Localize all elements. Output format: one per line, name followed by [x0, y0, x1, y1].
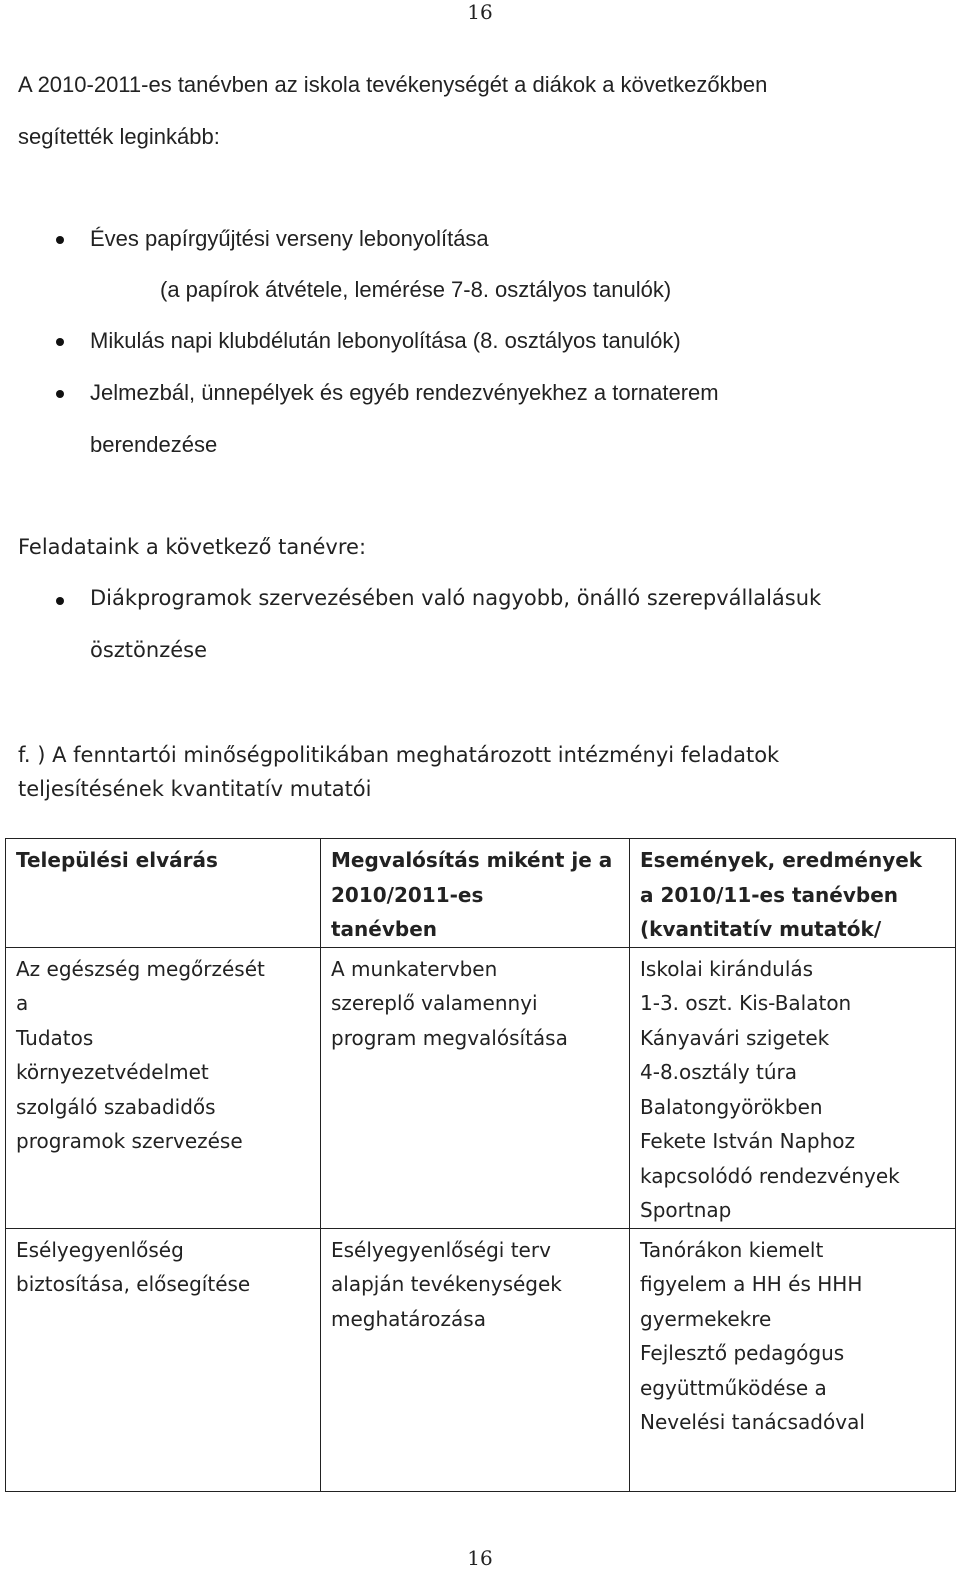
intro-line-2: segítették leginkább: [18, 124, 220, 149]
help-item-1-line-1: Éves papírgyűjtési verseny lebonyolítása [90, 226, 489, 251]
table-header-cell [6, 839, 321, 948]
bullet-icon [56, 338, 64, 346]
section-f-heading [18, 738, 918, 806]
section-f-line-1: f. ) A fenntartói minőségpolitikában meghatározott intézményi feladatok [18, 743, 780, 767]
cell-line: a [16, 991, 29, 1015]
header-line: tanévben [331, 917, 438, 941]
section-f-line-2: teljesítésének kvantitatív mutatói [18, 777, 372, 801]
cell-line: 1-3. oszt. Kis-Balaton [640, 991, 852, 1015]
cell-line: A munkatervben [331, 956, 498, 981]
table-header-cell [321, 839, 630, 948]
cell-line: együttműködése a [640, 1375, 827, 1400]
cell-line: Fejlesztő pedagógus [640, 1341, 845, 1365]
cell-line: szereplő valamennyi [331, 991, 538, 1015]
cell-line: Nevelési tanácsadóval [640, 1410, 865, 1434]
header-line: Események, eredmények [640, 848, 923, 872]
cell-line: biztosítása, elősegítése [16, 1272, 251, 1296]
cell-line: Az egészség megőrzését [16, 956, 265, 981]
cell-line: Tanórákon kiemelt [640, 1237, 824, 1262]
bullet-icon [56, 236, 64, 244]
header-line: (kvantitatív mutatók/ [640, 917, 882, 941]
help-item-3-line-1: Jelmezbál, ünnepélyek és egyéb rendezvényekhez a tornaterem [90, 380, 719, 405]
table-cell [6, 1228, 321, 1492]
table-cell [321, 1228, 630, 1492]
table-header-row [6, 839, 956, 948]
intro-line-1: A 2010-2011-es tanévben az iskola tevékenységét a diákok a következőkben [18, 72, 768, 97]
table-cell [6, 947, 321, 1228]
cell-line: szolgáló szabadidős [16, 1094, 216, 1119]
table-row [6, 947, 956, 1228]
cell-line: gyermekekre [640, 1306, 772, 1331]
cell-line: programok szervezése [16, 1129, 243, 1153]
bullet-icon [56, 597, 64, 605]
cell-line: alapján tevékenységek [331, 1272, 562, 1296]
cell-line: Tudatos [16, 1025, 94, 1050]
cell-line: Esélyegyenlőség [16, 1237, 184, 1262]
table-header-cell [630, 839, 956, 948]
cell-line: kapcsolódó rendezvények [640, 1163, 900, 1188]
quantitative-indicators-table [5, 838, 956, 1492]
page-number-top: 16 [467, 0, 493, 24]
bullet-icon [56, 390, 64, 398]
cell-line: környezetvédelmet [16, 1060, 209, 1084]
cell-line: Iskolai kirándulás [640, 956, 814, 981]
cell-line: figyelem a HH és HHH [640, 1272, 863, 1296]
header-line: 2010/2011-es [331, 882, 484, 907]
table-cell [630, 947, 956, 1228]
task-item-1-line-2: ösztönzése [90, 638, 208, 662]
header-line: Települési elvárás [16, 848, 218, 872]
task-item-1-line-1: Diákprogramok szervezésében való nagyobb, önálló szerepvállalásuk [90, 586, 822, 610]
help-item-2-line-1: Mikulás napi klubdélután lebonyolítása (8. osztályos tanulók) [90, 328, 681, 353]
cell-line: program megvalósítása [331, 1025, 568, 1050]
table-cell [321, 947, 630, 1228]
help-item-3-line-2: berendezése [90, 432, 218, 457]
cell-line: Fekete István Naphoz [640, 1129, 855, 1153]
cell-line: Balatongyörökben [640, 1094, 823, 1119]
cell-line: Sportnap [640, 1198, 732, 1222]
table-row [6, 1228, 956, 1492]
cell-line: meghatározása [331, 1306, 486, 1331]
page-number-bottom: 16 [467, 1546, 493, 1570]
help-item-1-line-2: (a papírok átvétele, lemérése 7-8. osztályos tanulók) [160, 277, 672, 302]
cell-line: Kányavári szigetek [640, 1025, 830, 1050]
cell-line: 4-8.osztály túra [640, 1060, 798, 1084]
table-cell [630, 1228, 956, 1492]
header-line: Megvalósítás miként je a [331, 848, 613, 872]
tasks-heading: Feladataink a következő tanévre: [18, 535, 367, 559]
header-line: a 2010/11-es tanévben [640, 882, 899, 907]
cell-line: Esélyegyenlőségi terv [331, 1237, 551, 1262]
